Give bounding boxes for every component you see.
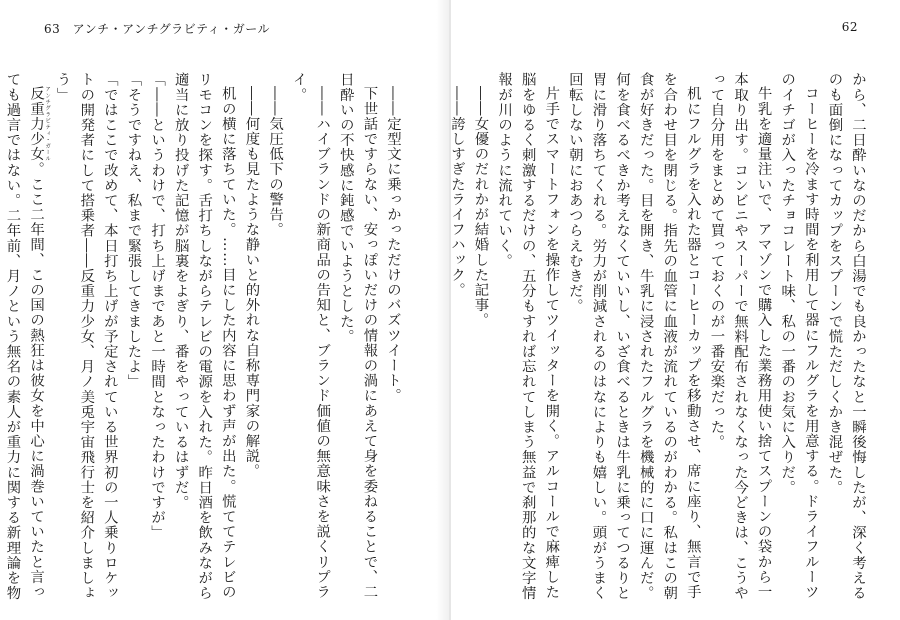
paragraph-with-ruby	[0, 72, 50, 604]
left-page-number: 63	[44, 22, 61, 36]
left-page-body	[4, 72, 404, 604]
running-title: アンチ・アンチグラビティ・ガール	[72, 22, 270, 36]
ruby-reading: アンチグラビティ・ガール	[44, 86, 51, 162]
paragraph: ――ハイブランドの新商品の告知と、ブランド価値の無意味さを説くリプライ。	[290, 72, 331, 600]
left-page	[0, 0, 449, 620]
ruby-base: 反重力少女	[28, 86, 45, 162]
left-page-header	[44, 20, 270, 37]
paragraph: 片手でスマートフォンを操作してツイッターを開く。アルコールで麻痺した脳をゆるく刺激するだけの、五分もすれば忘れてしまう無益で刹那的な文字情報が川のように流れていく。	[496, 72, 560, 601]
paragraph: 机の横に落ちていた。……目にした内容に思わず声が出た。慌ててテレビのリモコンを探す。舌打ちしながらテレビの電源を入れた。昨日酒を飲みながら適当に放り投げた記憶が脳裏をよぎり、番をやっているはずだ。	[172, 72, 236, 601]
ruby-word	[28, 86, 51, 162]
paragraph-rest: 。ここ二年間、この国の熱狂は彼女を中心に渦巻いていたと言っても過言ではない。二年前、月ノという無名の素人が重力に関する新理論を物	[4, 72, 45, 601]
paragraph: から、二日酔いなのだから白湯でも良かったなと一瞬後悔したが、深く考えるのも面倒になってカップをスプーンで慌ただしくかき混ぜた。	[826, 72, 866, 601]
right-page-body	[448, 72, 869, 604]
paragraph: ――定型文に乗っかっただけのバズツイート。	[385, 86, 401, 404]
paragraph: ――女優のだれかが結婚した記事。	[472, 86, 489, 328]
paragraph: 机にフルグラを入れた器とコーヒーカップを移動させ、席に座り、無言で手を合わせ目を閉じる。指先の血管に血液が流れているのがわかる。私はこの朝食が好きだった。目を開き、牛乳に浸されたフルグラを機械的に口に運んだ。何を食べるべきか考えなくていいし、いざ食べるときは牛乳に乗ってつるりと胃に滑り落ちてくれる。労力が削減されるのはなによりも嬉しい。頭がうまく回転しない朝におあつらえむきだ。	[566, 72, 701, 601]
right-page	[448, 0, 900, 620]
paragraph: ――何度も見たような静いと的外れな自称専門家の解説。	[243, 86, 260, 479]
paragraph: コーヒーを冷ます時間を利用して器にフルグラを用意する。ドライフルーツのイチゴが入ったチョコレート味、私の一番のお気に入りだ。	[779, 72, 819, 600]
paragraph: 牛乳を適量注いで、アマゾンで購入した業務用使い捨てスプーンの袋から一本取り出す。コンビニやスーパーで無料配布されなくなった今どきは、こうやって自分用をまとめて買っておくのが一番安楽だった。	[708, 72, 772, 601]
right-page-number: 62	[841, 20, 858, 34]
paragraph: ――気圧低下の警告。	[267, 86, 284, 238]
paragraph: 下世話ですらない、安っぽいだけの情報の渦にあえて身を委ねることで、二日酔いの不快感に鈍感でいようとした。	[337, 72, 378, 600]
paragraph: 「ではここで改めて、本日打ち上げが予定されている世界初の一人乗りロケットの開発者にして搭乗者――反重力少女、月ノ美兎宇宙飛行士を紹介しましょう」	[54, 72, 118, 601]
paragraph: 「――というわけで、打ち上げまであと一時間となったわけですが」	[149, 72, 166, 541]
paragraph: ――誇しすぎたライフハック。	[448, 86, 465, 298]
paragraph: 「そうですねえ、私まで緊張してきましたよ」	[125, 72, 142, 390]
